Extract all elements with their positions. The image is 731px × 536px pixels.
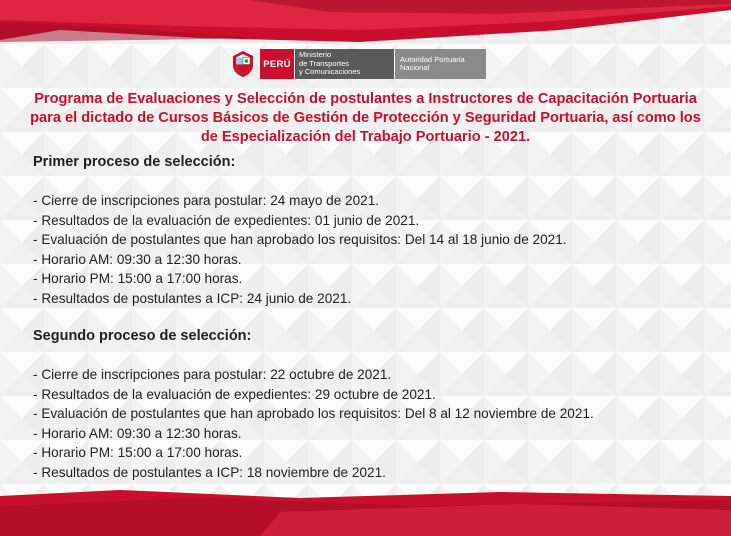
bottom-red-band — [0, 476, 731, 536]
section-heading: Segundo proceso de selección: — [33, 328, 252, 344]
schedule-item: - Horario PM: 15:00 a 17:00 horas. — [33, 269, 713, 289]
ministry-label-box — [294, 49, 394, 79]
institution-logo-bar — [230, 48, 486, 80]
schedule-item: - Evaluación de postulantes que han aprobado los requisitos: Del 14 al 18 junio de 2021. — [33, 230, 713, 250]
schedule-item: - Horario AM: 09:30 a 12:30 horas. — [33, 424, 713, 444]
schedule-item: - Evaluación de postulantes que han aprobado los requisitos: Del 8 al 12 noviembre de 2021. — [33, 404, 713, 424]
peru-label-box — [260, 49, 294, 79]
schedule-item: - Resultados de postulantes a ICP: 24 junio de 2021. — [33, 289, 713, 309]
ministry-line: Ministerio — [299, 50, 332, 60]
peru-coat-of-arms-icon — [230, 50, 256, 78]
schedule-list — [33, 191, 713, 309]
schedule-item: - Resultados de postulantes a ICP: 18 noviembre de 2021. — [33, 463, 713, 483]
ministry-line: de Transportes — [299, 58, 350, 68]
schedule-item: - Cierre de inscripciones para postular: 22 octubre de 2021. — [33, 365, 713, 385]
peru-label: PERÚ — [263, 58, 291, 70]
second-selection-process — [33, 326, 713, 483]
schedule-item: - Resultados de la evaluación de expedientes: 29 octubre de 2021. — [33, 385, 713, 405]
first-selection-process — [33, 152, 713, 309]
authority-line: Autoridad Portuaria — [400, 54, 465, 64]
authority-line: Nacional — [400, 63, 430, 72]
schedule-item: - Horario PM: 15:00 a 17:00 horas. — [33, 443, 713, 463]
top-red-band — [0, 0, 731, 50]
section-heading: Primer proceso de selección: — [33, 154, 236, 170]
schedule-item: - Horario AM: 09:30 a 12:30 horas. — [33, 250, 713, 270]
ministry-line: y Comunicaciones — [299, 67, 361, 77]
schedule-item: - Resultados de la evaluación de expedientes: 01 junio de 2021. — [33, 211, 713, 231]
schedule-list — [33, 365, 713, 483]
authority-label-box — [394, 49, 486, 79]
announcement-title: Programa de Evaluaciones y Selección de postulantes a Instructores de Capacitación Portuaria para el dictado de Cursos Básicos de Gestión de Protección y Seguridad Portuaria, así como los de Especialización del Trabajo Portuario - 2021. — [30, 91, 701, 145]
schedule-item: - Cierre de inscripciones para postular: 24 mayo de 2021. — [33, 191, 713, 211]
